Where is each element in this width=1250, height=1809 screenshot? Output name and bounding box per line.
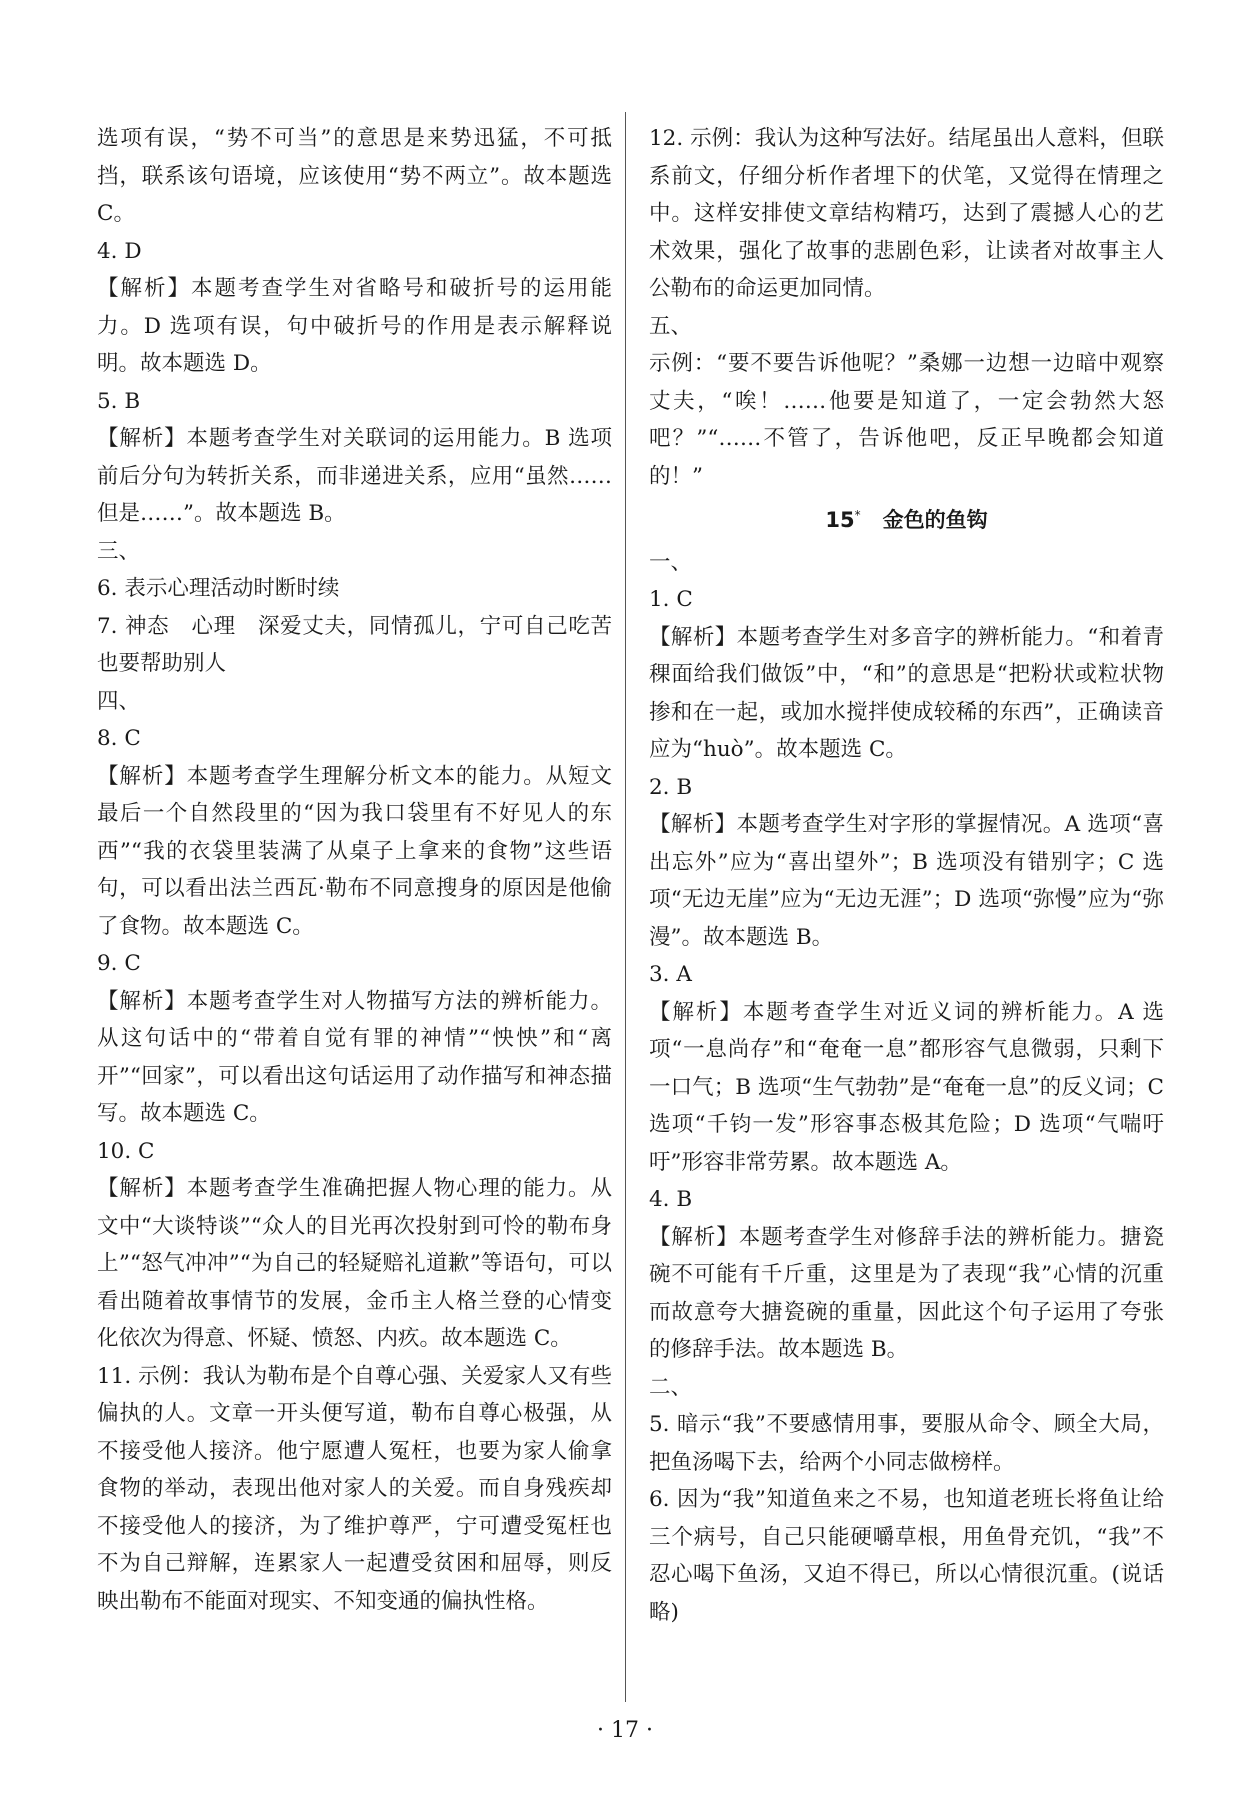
analysis-8: 【解析】本题考查学生理解分析文本的能力。从短文最后一个自然段里的“因为我口袋里有不好见人的东西”“我的衣袋里装满了从桌子上拿来的食物”这些语句，可以看出法兰西瓦·勒布不同意搜身的原因是他偷了食物。故本题选 C。 [97,763,612,939]
answer-8: 8. C [97,726,141,751]
lesson-mark: * [854,508,861,522]
part-5-heading: 五、 [649,313,693,339]
analysis-10: 【解析】本题考查学生准确把握人物心理的能力。从文中“大谈特谈”“众人的目光再次投射到可怜的勒布身上”“怒气冲冲”“为自己的轻疑赔礼道歉”等语句，可以看出随着故事情节的发展，金币主人格兰登的心情变化依次为得意、怀疑、愤怒、内疚。故本题选 C。 [97,1176,612,1351]
analysis-5: 【解析】本题考查学生对关联词的运用能力。B 选项前后分句为转折关系，而非递进关系，应用“虽然……但是……”。故本题选 B。 [97,426,612,526]
l15-analysis-3: 【解析】本题考查学生对近义词的辨析能力。A 选项“一息尚存”和“奄奄一息”都形容气息微弱，只剩下一口气；B 选项“生气勃勃”是“奄奄一息”的反义词；C 选项“千钧一发”形容事态极其危险；D 选项“气喘吁吁”形容非常劳累。故本题选 A。 [649,999,1164,1175]
answer-6: 6. 表示心理活动时断时续 [97,576,340,601]
right-column [649,120,1164,1631]
lesson-number: 15 [825,508,855,532]
column-divider [625,112,626,1702]
l15-answer-5: 5. 暗示“我”不要感情用事，要服从命令、顾全大局，把鱼汤喝下去，给两个小同志做榜样。 [649,1412,1164,1475]
answer-10: 10. C [97,1138,155,1164]
l15-answer-3: 3. A [649,962,692,987]
l15-part-2-heading: 二、 [649,1374,693,1400]
answer-7: 7. 神态 心理 深爱丈夫，同情孤儿，宁可自己吃苦也要帮助别人 [97,613,612,676]
l15-part-1-heading: 一、 [649,549,693,575]
left-column [97,120,612,1620]
l15-analysis-2: 【解析】本题考查学生对字形的掌握情况。A 选项“喜出忘外”应为“喜出望外”；B 选项没有错别字；C 选项“无边无崖”应为“无边无涯”；D 选项“弥慢”应为“弥漫”。故本题选 B。 [649,812,1164,950]
analysis-9: 【解析】本题考查学生对人物描写方法的辨析能力。从这句话中的“带着自觉有罪的神情”“怏怏”和“离开”“回家”，可以看出这句话运用了动作描写和神态描写。故本题选 C。 [97,988,612,1126]
lesson-title-text: 金色的鱼钩 [882,508,988,532]
l15-analysis-4: 【解析】本题考查学生对修辞手法的辨析能力。搪瓷碗不可能有千斤重，这里是为了表现“我”心情的沉重而故意夸大搪瓷碗的重量，因此这个句子运用了夸张的修辞手法。故本题选 B。 [649,1224,1164,1362]
answer-12: 12. 示例：我认为这种写法好。结尾虽出人意料，但联系前文，仔细分析作者埋下的伏笔，又觉得在情理之中。这样安排使文章结构精巧，达到了震撼人心的艺术效果，强化了故事的悲剧色彩，让读者对故事主人公勒布的命运更加同情。 [649,126,1164,301]
answer-11: 11. 示例：我认为勒布是个自尊心强、关爱家人又有些偏执的人。文章一开头便写道，勒布自尊心极强，从不接受他人接济。他宁愿遭人冤枉，也要为家人偷拿食物的举动，表现出他对家人的关爱。而自身残疾却不接受他人的接济，为了维护尊严，宁可遭受冤枉也不为自己辩解，连累家人一起遭受贫困和屈辱，则反映出勒布不能面对现实、不知变通的偏执性格。 [97,1363,612,1614]
l15-answer-1: 1. C [649,587,693,612]
l15-answer-4: 4. B [649,1187,693,1212]
part-3-heading: 三、 [97,538,141,564]
answer-5: 5. B [97,388,141,414]
part-5-example: 示例：“要不要告诉他呢？”桑娜一边想一边暗中观察丈夫，“唉！……他要是知道了，一定会勃然大怒吧？”“……不管了，告诉他吧，反正早晚都会知道的！” [649,351,1164,489]
analysis-4: 【解析】本题考查学生对省略号和破折号的运用能力。D 选项有误，句中破折号的作用是表示解释说明。故本题选 D。 [97,276,612,376]
left-para-1: 选项有误，“势不可当”的意思是来势迅猛，不可抵挡，联系该句语境，应该使用“势不两立”。故本题选 C。 [97,126,612,226]
part-4-heading: 四、 [97,688,141,714]
answer-9: 9. C [97,951,141,976]
l15-answer-2: 2. B [649,774,693,800]
page-number: · 17 · [597,1718,653,1743]
lesson-title [649,497,1164,540]
l15-analysis-1: 【解析】本题考查学生对多音字的辨析能力。“和着青稞面给我们做饭”中，“和”的意思是“把粉状或粒状物掺和在一起，或加水搅拌使成较稀的东西”，正确读音应为“huò”。故本题选 C。 [649,624,1164,762]
answer-4: 4. D [97,238,142,264]
l15-answer-6: 6. 因为“我”知道鱼来之不易，也知道老班长将鱼让给三个病号，自己只能硬嚼草根，用鱼骨充饥，“我”不忍心喝下鱼汤，又迫不得已，所以心情很沉重。(说话略) [649,1487,1164,1625]
